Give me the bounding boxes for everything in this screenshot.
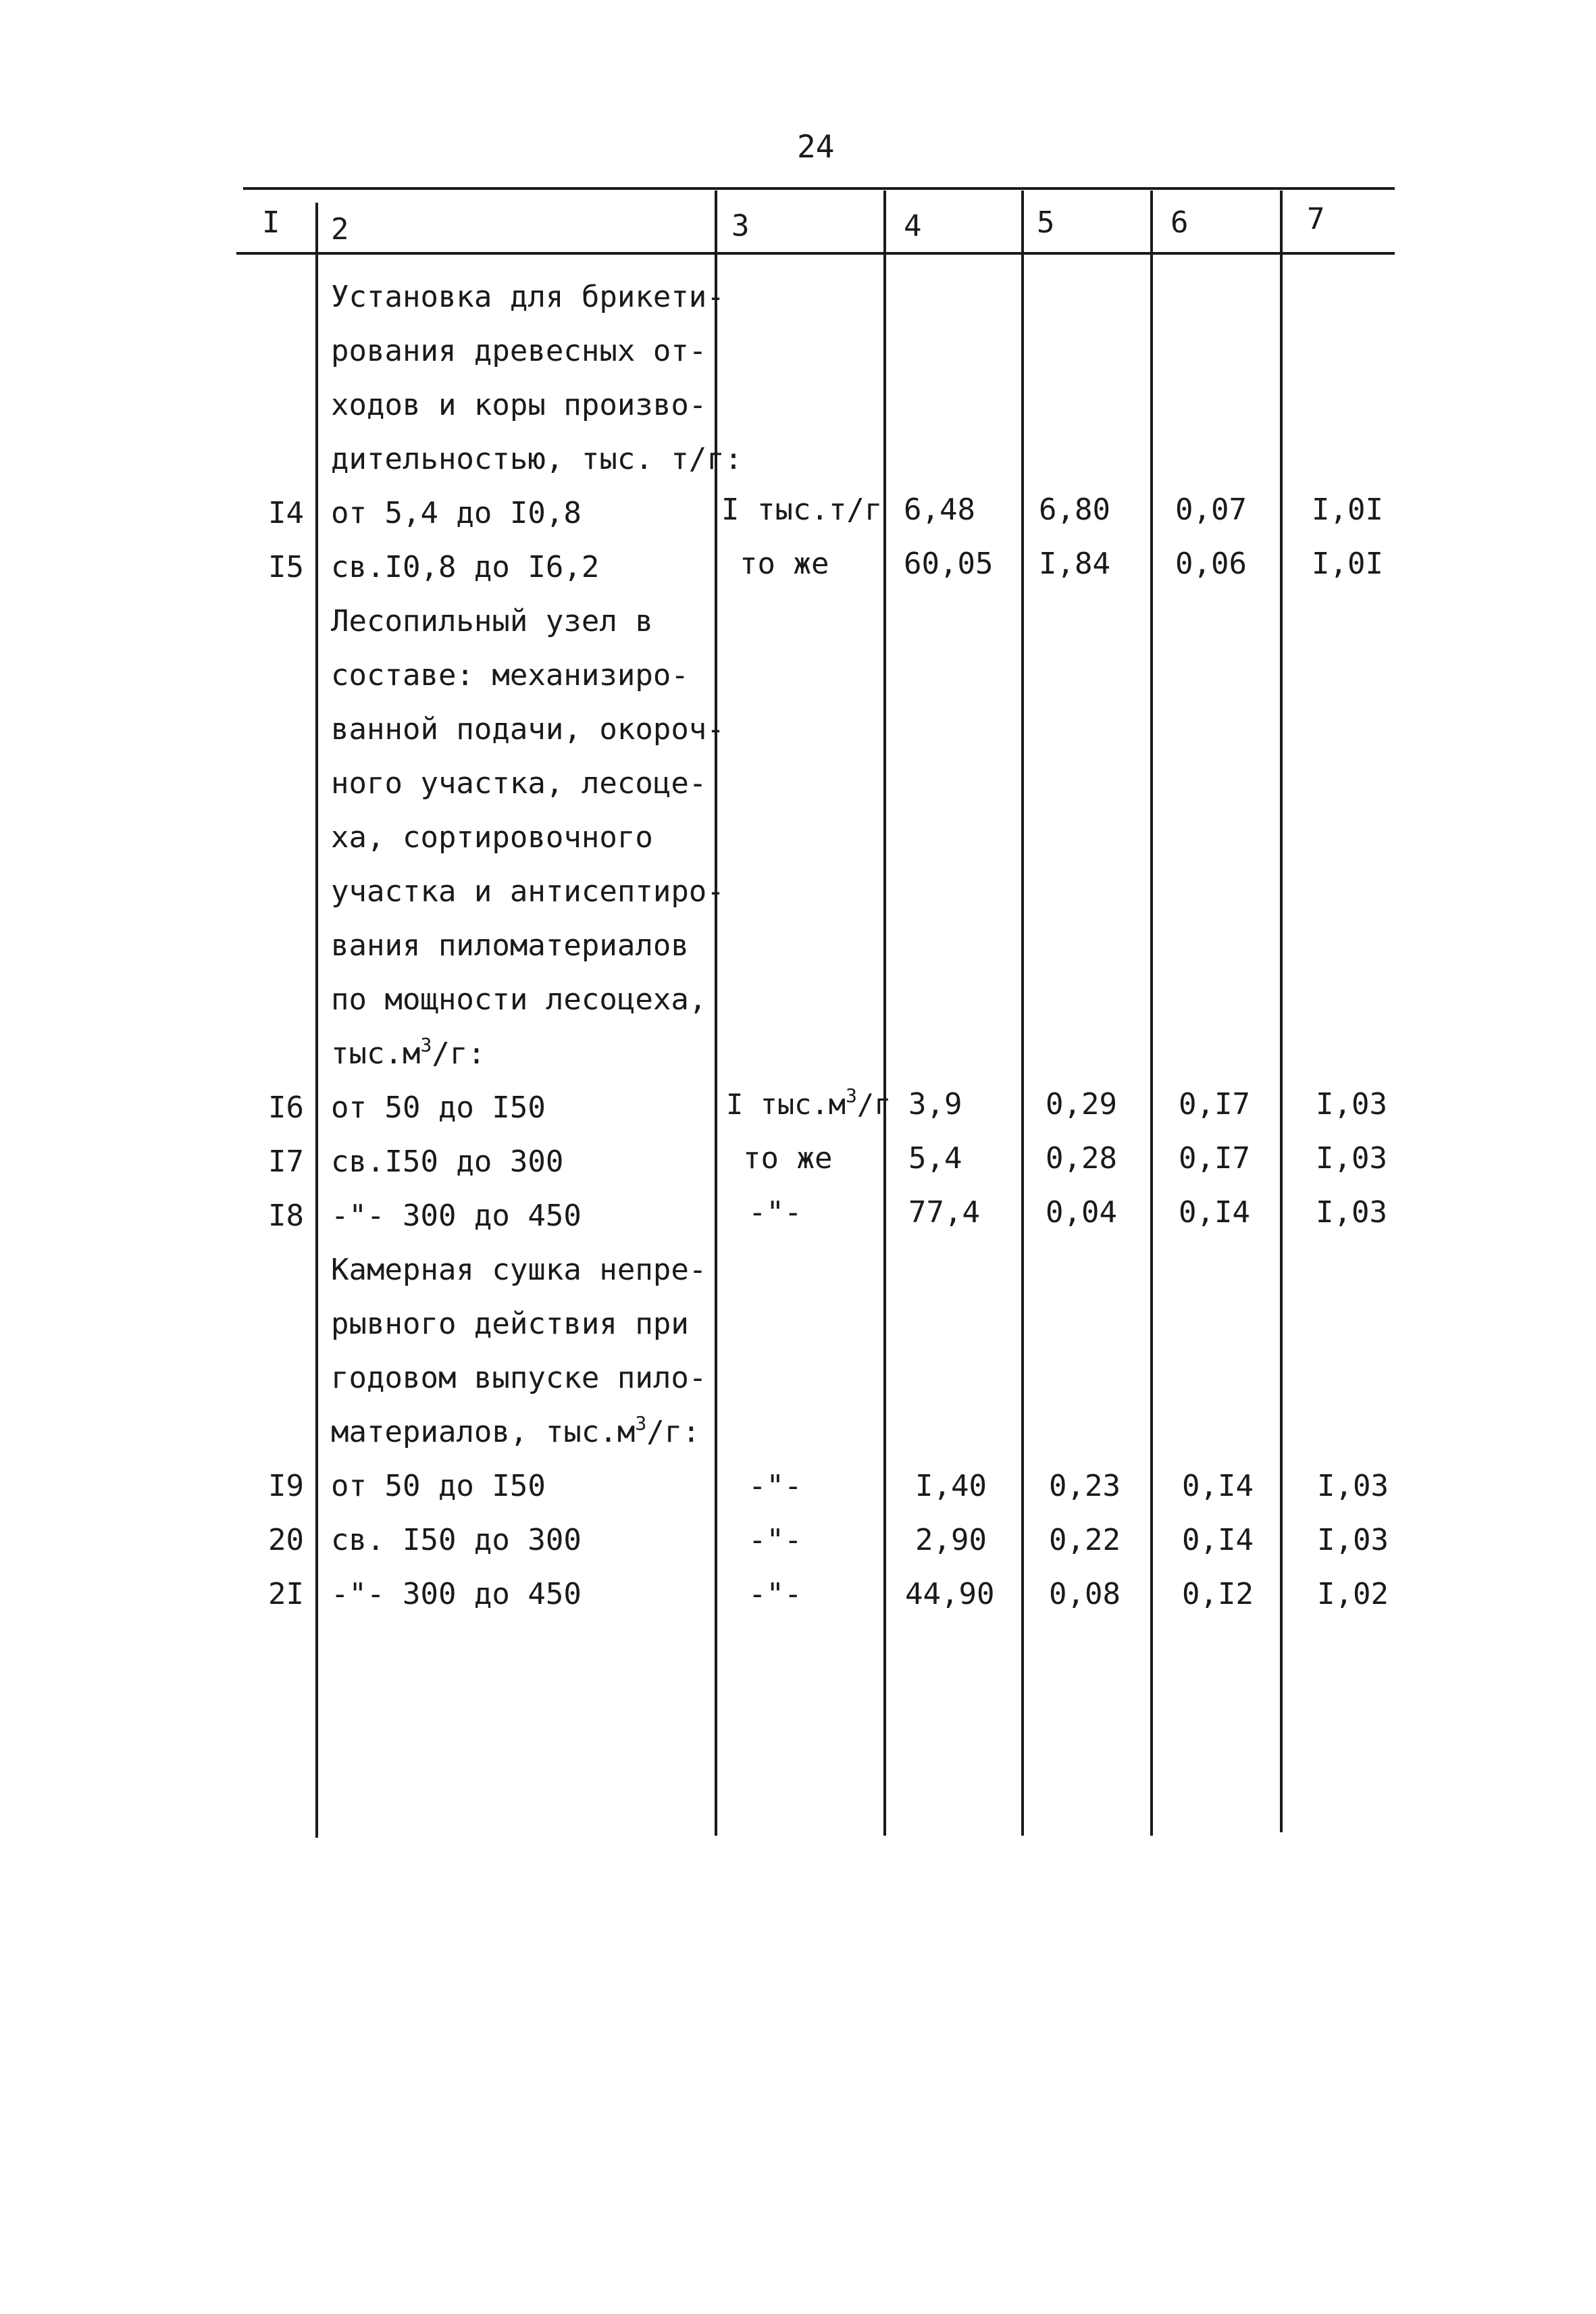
row-number: I7 — [268, 1145, 304, 1179]
row-name: от 50 до I50 — [331, 1090, 546, 1125]
group-title-line: участка и антисептиро- — [331, 874, 725, 909]
row-col5: 0,04 — [1046, 1195, 1117, 1230]
row-number: I9 — [268, 1469, 304, 1503]
column-header: 6 — [1170, 205, 1189, 240]
row-col4: 60,05 — [904, 547, 994, 581]
row-unit: -"- — [748, 1195, 802, 1230]
group-title-line: ванной подачи, окороч- — [331, 712, 725, 747]
group-title-line: дительностью, тыс. т/г: — [331, 442, 743, 476]
row-col6: 0,I7 — [1179, 1141, 1250, 1176]
row-col6: 0,06 — [1175, 547, 1247, 581]
row-col7: I,0I — [1312, 493, 1383, 527]
column-divider — [1021, 191, 1024, 1836]
row-col5: 0,23 — [1049, 1469, 1121, 1503]
row-col7: I,02 — [1317, 1577, 1389, 1611]
page-number: 24 — [797, 128, 835, 165]
row-col7: I,0I — [1312, 547, 1383, 581]
row-col6: 0,07 — [1175, 493, 1247, 527]
row-name: св.I50 до 300 — [331, 1145, 564, 1179]
group-title-line: ного участка, лесоце- — [331, 766, 707, 801]
row-col4: 6,48 — [904, 493, 975, 527]
row-name: -"- 300 до 450 — [331, 1199, 582, 1233]
row-col7: I,03 — [1317, 1469, 1389, 1503]
row-unit: то же — [743, 1141, 833, 1176]
row-name: св. I50 до 300 — [331, 1523, 582, 1557]
group-title-line: ха, сортировочного — [331, 820, 653, 855]
row-number: I8 — [268, 1199, 304, 1233]
group-title-line: вания пиломатериалов — [331, 928, 689, 963]
group-title-line: составе: механизиро- — [331, 658, 689, 693]
row-col6: 0,I2 — [1182, 1577, 1254, 1611]
column-divider — [315, 203, 318, 1838]
row-unit: I $тыс.м^3/г$ — [726, 1084, 892, 1121]
row-col6: 0,I4 — [1182, 1469, 1254, 1503]
group-title-line: Камерная сушка непре- — [331, 1253, 707, 1287]
row-unit: -"- — [748, 1469, 802, 1503]
column-header: 4 — [904, 209, 922, 243]
row-col5: 0,22 — [1049, 1523, 1121, 1557]
row-number: 20 — [268, 1523, 304, 1557]
row-unit: то же — [740, 547, 829, 581]
row-name: от 50 до I50 — [331, 1469, 546, 1503]
row-col7: I,03 — [1316, 1141, 1387, 1176]
row-number: I6 — [268, 1090, 304, 1125]
row-col4: 5,4 — [908, 1141, 962, 1176]
row-col5: I,84 — [1039, 547, 1110, 581]
column-divider — [883, 191, 886, 1836]
row-unit: -"- — [748, 1523, 802, 1557]
table-top-rule — [243, 187, 1395, 190]
row-name: св.I0,8 до I6,2 — [331, 550, 600, 584]
row-number: I4 — [268, 496, 304, 530]
column-header: 7 — [1307, 202, 1325, 236]
group-title-line: материалов, $тыс.м^3/г$: — [331, 1412, 700, 1449]
row-name: -"- 300 до 450 — [331, 1577, 582, 1611]
column-divider — [1150, 191, 1153, 1836]
column-header: 5 — [1037, 205, 1055, 240]
column-header: I — [262, 205, 280, 240]
group-title-line: рования древесных от- — [331, 334, 707, 368]
row-col6: 0,I7 — [1179, 1087, 1250, 1122]
row-col5: 0,28 — [1046, 1141, 1117, 1176]
row-number: 2I — [268, 1577, 304, 1611]
row-unit: -"- — [748, 1577, 802, 1611]
row-col7: I,03 — [1317, 1523, 1389, 1557]
column-divider — [1280, 191, 1283, 1832]
row-col5: 0,29 — [1046, 1087, 1117, 1122]
column-header: 2 — [331, 212, 349, 247]
row-name: от 5,4 до I0,8 — [331, 496, 582, 530]
group-title-line: годовом выпуске пило- — [331, 1361, 707, 1395]
group-title-line: Установка для брикети- — [331, 280, 725, 314]
row-col5: 6,80 — [1039, 493, 1110, 527]
row-unit: I тыс.т/г — [721, 493, 883, 527]
row-col6: 0,I4 — [1179, 1195, 1250, 1230]
row-col4: 2,90 — [915, 1523, 987, 1557]
group-title-line: $тыс.м^3/г$: — [331, 1034, 486, 1071]
row-col7: I,03 — [1316, 1087, 1387, 1122]
group-title-line: ходов и коры произво- — [331, 388, 707, 422]
row-number: I5 — [268, 550, 304, 584]
row-col4: 77,4 — [908, 1195, 980, 1230]
row-col4: I,40 — [915, 1469, 987, 1503]
table-header-rule — [236, 252, 1395, 255]
column-header: 3 — [731, 209, 750, 243]
group-title-line: по мощности лесоцеха, — [331, 982, 707, 1017]
row-col6: 0,I4 — [1182, 1523, 1254, 1557]
group-title-line: Лесопильный узел в — [331, 604, 653, 638]
group-title-line: рывного действия при — [331, 1307, 689, 1341]
row-col7: I,03 — [1316, 1195, 1387, 1230]
row-col4: 3,9 — [908, 1087, 962, 1122]
row-col5: 0,08 — [1049, 1577, 1121, 1611]
row-col4: 44,90 — [905, 1577, 995, 1611]
